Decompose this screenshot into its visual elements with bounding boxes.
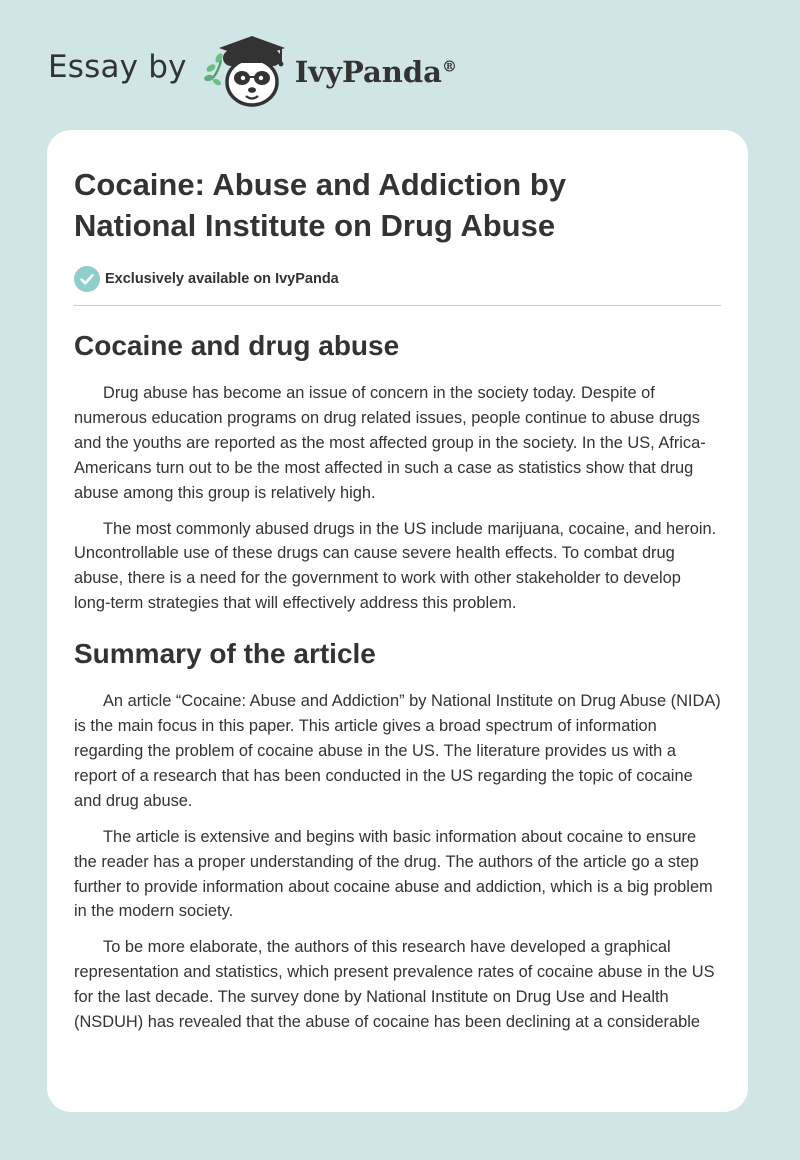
section-heading: Cocaine and drug abuse <box>74 330 400 361</box>
brand-prefix: Essay by <box>48 49 187 85</box>
panda-logo-icon[interactable] <box>201 30 293 110</box>
title-line-2: National Institute on Drug Abuse <box>74 208 556 243</box>
paragraph: The most commonly abused drugs in the US include marijuana, cocaine, and heroin. Uncontrollable use of these drugs can cause severe health effects. To combat drug abuse, there is a need for the government to work with other stakeholder to develop long-term strategies that will effectively address this problem. <box>74 519 717 613</box>
paragraph: An article “Cocaine: Abuse and Addiction” by National Institute on Drug Abuse (NIDA) is the main focus in this paper. This article gives a broad spectrum of information regarding the problem of cocaine abuse in the US. The literature provides us with a report of a research that has been conducted in the US regarding the topic of cocaine and drug abuse. <box>74 692 721 810</box>
title-line-1: Cocaine: Abuse and Addiction by <box>74 167 567 202</box>
registered-mark: ® <box>441 57 457 76</box>
exclusive-badge <box>74 266 721 292</box>
exclusive-badge-label: Exclusively available on IvyPanda <box>105 271 339 287</box>
page-title <box>74 164 721 246</box>
paragraph: The article is extensive and begins with basic information about cocaine to ensure the reader has a proper understanding of the drug. The authors of the article go a step further to provide information about cocaine abuse and addiction, which is a big problem in the modern society. <box>74 827 713 921</box>
check-circle-icon <box>74 266 100 292</box>
paragraph: To be more elaborate, the authors of this research have developed a graphical representation and statistics, which present prevalence rates of cocaine abuse in the US for the last decade. The survey done by National Institute on Drug Use and Health (NSDUH) has revealed that the abuse of cocaine has been declining at a considerable <box>74 938 715 1032</box>
essay-card <box>47 130 748 1112</box>
section-heading: Summary of the article <box>74 638 376 670</box>
brand-name-text: IvyPanda <box>294 55 442 89</box>
brand-name[interactable] <box>295 55 457 89</box>
paragraph: Drug abuse has become an issue of concern in the society today. Despite of numerous education programs on drug related issues, people continue to abuse drugs and the youths are reported as the most affected group in the society. In the US, Africa-Americans turn out to be the most affected in such a case as statistics show that drug abuse among this group is relatively high. <box>74 384 706 502</box>
title-divider <box>74 305 721 306</box>
site-header <box>48 30 457 110</box>
